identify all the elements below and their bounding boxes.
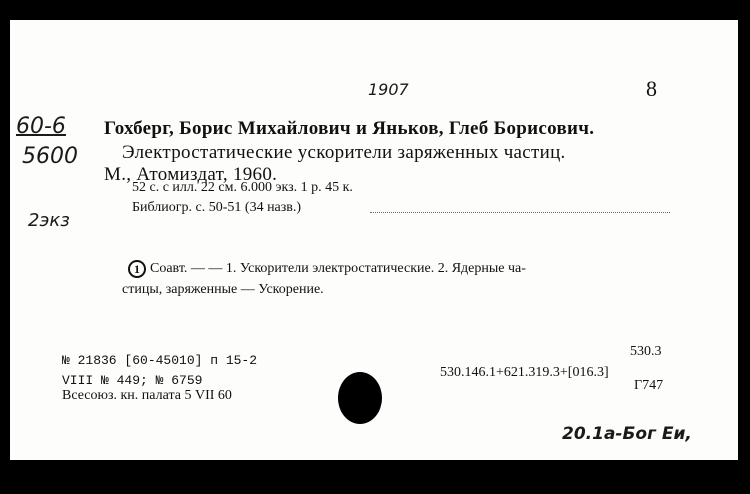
chamber-line: Всесоюз. кн. палата 5 VII 60	[62, 388, 232, 403]
author-line: Гохберг, Борис Михайлович и Яньков, Глеб Борисович.	[104, 118, 595, 139]
registration-number: № 21836 [60-45010] п 15-2	[62, 353, 258, 368]
registration-line-2: VIII № 449; № 6759	[62, 373, 203, 388]
catalog-card	[10, 20, 738, 460]
title-line: Электростатические ускорители заряженных частиц.	[122, 142, 566, 163]
handwritten-copies-note: 2экз	[28, 210, 70, 231]
bibliography-note: Библиогр. с. 50-51 (34 назв.)	[132, 200, 302, 215]
card-number: 8	[646, 76, 657, 101]
physical-description: 52 с. с илл. 22 см. 6.000 экз. 1 р. 45 к.	[132, 180, 353, 195]
tracing-first-line	[128, 260, 526, 278]
dotted-leader	[370, 212, 670, 213]
tracing-marker-icon: 1	[128, 260, 146, 278]
udc-code-3: Г747	[634, 378, 664, 393]
imprint-line: М., Атомиздат, 1960.	[104, 164, 278, 185]
handwritten-bottom-note: 20.1а-Бог Еи,	[562, 424, 692, 444]
tracing-text-2: стицы, заряженные — Ускорение.	[122, 282, 324, 297]
handwritten-year: 1907	[368, 80, 409, 99]
handwritten-class: 60-6	[16, 114, 66, 139]
udc-code-1: 530.3	[630, 344, 662, 359]
tracing-text-1: Соавт. — — 1. Ускорители электростатические. 2. Ядерные ча-	[150, 261, 526, 277]
handwritten-code: 5600	[22, 144, 78, 169]
punch-hole-icon	[338, 372, 382, 424]
udc-code-2: 530.146.1+621.319.3+[016.3]	[440, 365, 609, 380]
